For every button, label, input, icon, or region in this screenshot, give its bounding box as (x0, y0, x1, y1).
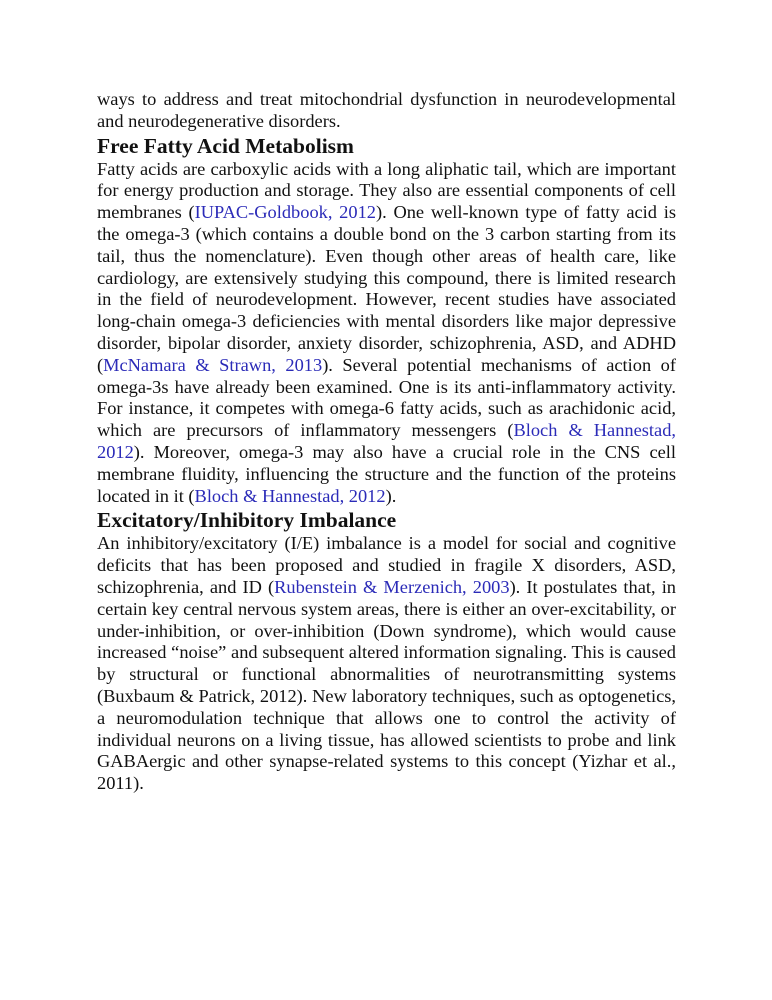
text-segment: Fatty acids are carboxylic acids with a long aliphatic tail, which are important for energy production and storage. They also are essential components of cell membranes ( (97, 158, 676, 223)
text-segment: ). It postulates that, in certain key central nervous system areas, there is either an over-excitability, or under-inhibition, or over-inhibition (Down syndrome), which would cause increased “noise” and subsequent altered information signaling. This is caused by structural or functional abnormalities of neurotransmitting systems (Buxbaum & Patrick, 2012). New laboratory techniques, such as optogenetics, a neuromodulation technique that allows one to control the activity of individual neurons on a living tissue, has allowed scientists to probe and link GABAergic and other synapse-related systems to this concept (Yizhar et al., 2011). (97, 576, 676, 794)
text-segment: ). (385, 485, 397, 506)
text-segment: An inhibitory/excitatory (I/E) imbalance is a model for social and cognitive deficits that has been proposed and studied in fragile X disorders, ASD, schizophrenia, and ID ( (97, 533, 676, 597)
citation-link-bloch-hannestad[interactable]: Bloch & Hannestad, 2012 (97, 420, 676, 462)
text-segment: ). Several potential mechanisms of action of omega-3s have already been examined. One is its anti-inflammatory activity. For instance, it competes with omega-6 fatty acids, such as arachidonic acid, which are precursors of inflammatory messengers ( (97, 354, 676, 441)
citation-link-mcnamara-strawn[interactable]: McNamara & Strawn, 2013 (103, 354, 323, 375)
citation-link-iupac-goldbook[interactable]: IUPAC-Goldbook, 2012 (194, 202, 376, 223)
paragraph-excitatory-inhibitory-imbalance (97, 533, 676, 795)
citation-link-rubenstein-merzenich[interactable]: Rubenstein & Merzenich, 2003 (274, 576, 510, 597)
citation-link-bloch-hannestad[interactable]: Bloch & Hannestad, 2012 (194, 485, 386, 506)
heading-free-fatty-acid-metabolism: Free Fatty Acid Metabolism (97, 133, 354, 158)
text-segment: ). Moreover, omega-3 may also have a crucial role in the CNS cell membrane fluidity, influencing the structure and the function of the proteins located in it ( (97, 441, 676, 506)
text-segment: ). One well-known type of fatty acid is the omega-3 (which contains a double bond on the 3 carbon starting from its tail, thus the nomenclature). Even though other areas of health care, like cardiology, are extensively studying this compound, there is limited research in the field of neurodevelopment. However, recent studies have associated long-chain omega-3 deficiencies with mental disorders like major depressive disorder, bipolar disorder, anxiety disorder, schizophrenia, ASD, and ADHD ( (97, 202, 677, 375)
intro-paragraph: ways to address and treat mitochondrial dysfunction in neurodevelopmental and neurodegenerative disorders. (97, 89, 676, 131)
heading-excitatory-inhibitory-imbalance: Excitatory/Inhibitory Imbalance (97, 508, 397, 533)
paragraph-free-fatty-acid-metabolism (97, 159, 676, 508)
